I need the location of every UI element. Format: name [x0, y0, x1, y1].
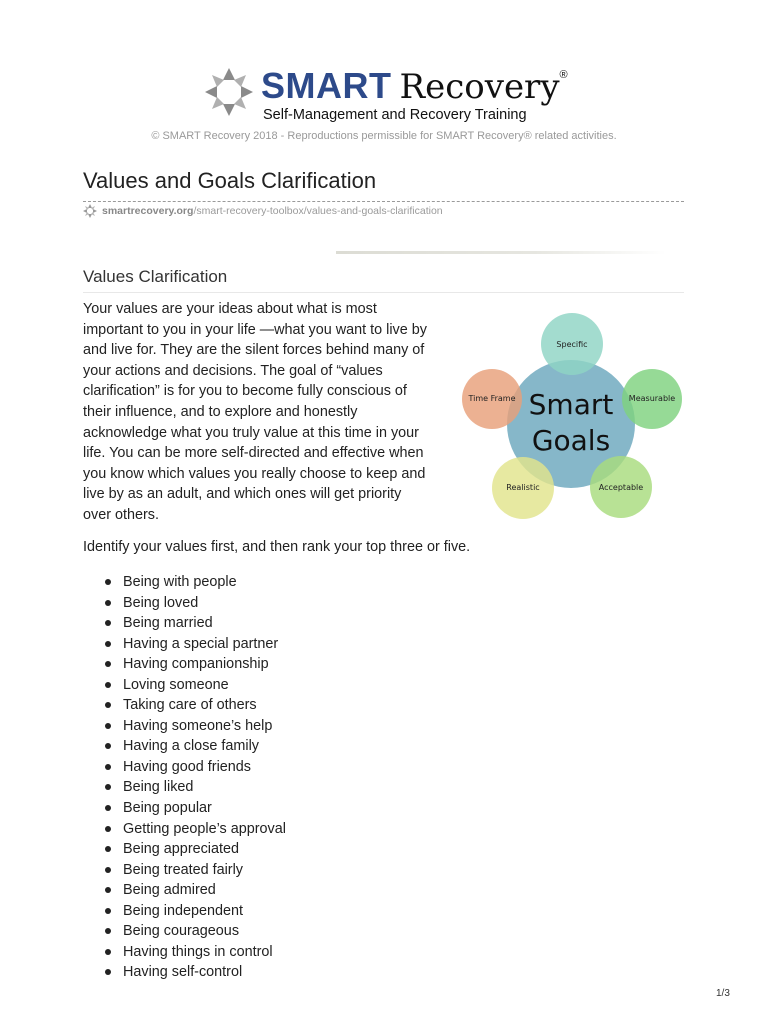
- list-item: Having good friends: [105, 757, 286, 778]
- brand-word: Recovery: [399, 67, 560, 107]
- brand-wordmark: [261, 65, 568, 107]
- list-item: Having things in control: [105, 942, 286, 963]
- site-favicon-icon: [83, 204, 97, 218]
- realistic-label: Realistic: [506, 483, 540, 492]
- list-item: Having self-control: [105, 962, 286, 983]
- list-item: Being with people: [105, 572, 286, 593]
- source-domain: smartrecovery.org: [102, 205, 194, 217]
- source-link[interactable]: [83, 204, 443, 218]
- center-label-line2: Goals: [531, 424, 611, 457]
- list-item: Having companionship: [105, 654, 286, 675]
- section-divider: [83, 292, 684, 293]
- list-item: Having a special partner: [105, 634, 286, 655]
- list-item: Being courageous: [105, 921, 286, 942]
- list-item: Taking care of others: [105, 695, 286, 716]
- list-item: Being appreciated: [105, 839, 286, 860]
- brand-name: SMART: [261, 65, 392, 106]
- values-list: [105, 572, 286, 983]
- specific-label: Specific: [556, 340, 588, 349]
- list-item: Being independent: [105, 901, 286, 922]
- list-item: Being popular: [105, 798, 286, 819]
- smart-recovery-logo: [203, 66, 573, 126]
- decorative-bar: [336, 251, 666, 254]
- list-item: Loving someone: [105, 675, 286, 696]
- intro-paragraph: Your values are your ideas about what is most important to you in your life —what you want to live by and live for. They are the silent forces behind many of your actions and decisions. The goal of “values clarification” is for you to become fully conscious of their influence, and to explore and honestly acknowledge what you truly value at this time in your life. You can be more self-directed and effective when you know which values you really choose to keep and live by as an adult, and which ones will get priority over others.: [83, 301, 427, 523]
- list-item: Being loved: [105, 593, 286, 614]
- copyright-notice: © SMART Recovery 2018 - Reproductions permissible for SMART Recovery® related activities.: [151, 130, 617, 142]
- section-title: Values Clarification: [83, 267, 228, 286]
- list-item: Being treated fairly: [105, 860, 286, 881]
- time-frame-label: Time Frame: [468, 394, 516, 403]
- list-item: Being admired: [105, 880, 286, 901]
- measurable-label: Measurable: [628, 394, 676, 403]
- list-item: Having a close family: [105, 736, 286, 757]
- acceptable-label: Acceptable: [598, 483, 644, 492]
- title-divider: [83, 201, 684, 202]
- registered-mark: ®: [559, 69, 568, 81]
- smart-goals-diagram: [455, 310, 690, 525]
- list-item: Having someone’s help: [105, 716, 286, 737]
- list-item: Getting people’s approval: [105, 819, 286, 840]
- page-title: Values and Goals Clarification: [83, 168, 377, 193]
- list-item: Being liked: [105, 777, 286, 798]
- center-label-line1: Smart: [528, 388, 614, 421]
- page-number: 1/3: [716, 988, 730, 999]
- instruction-text: Identify your values first, and then rank your top three or five.: [83, 539, 471, 555]
- list-item: Being married: [105, 613, 286, 634]
- source-path: /smart-recovery-toolbox/values-and-goals-clarification: [193, 205, 443, 217]
- brand-tagline: Self-Management and Recovery Training: [263, 107, 527, 123]
- logo-mark-icon: [203, 66, 255, 118]
